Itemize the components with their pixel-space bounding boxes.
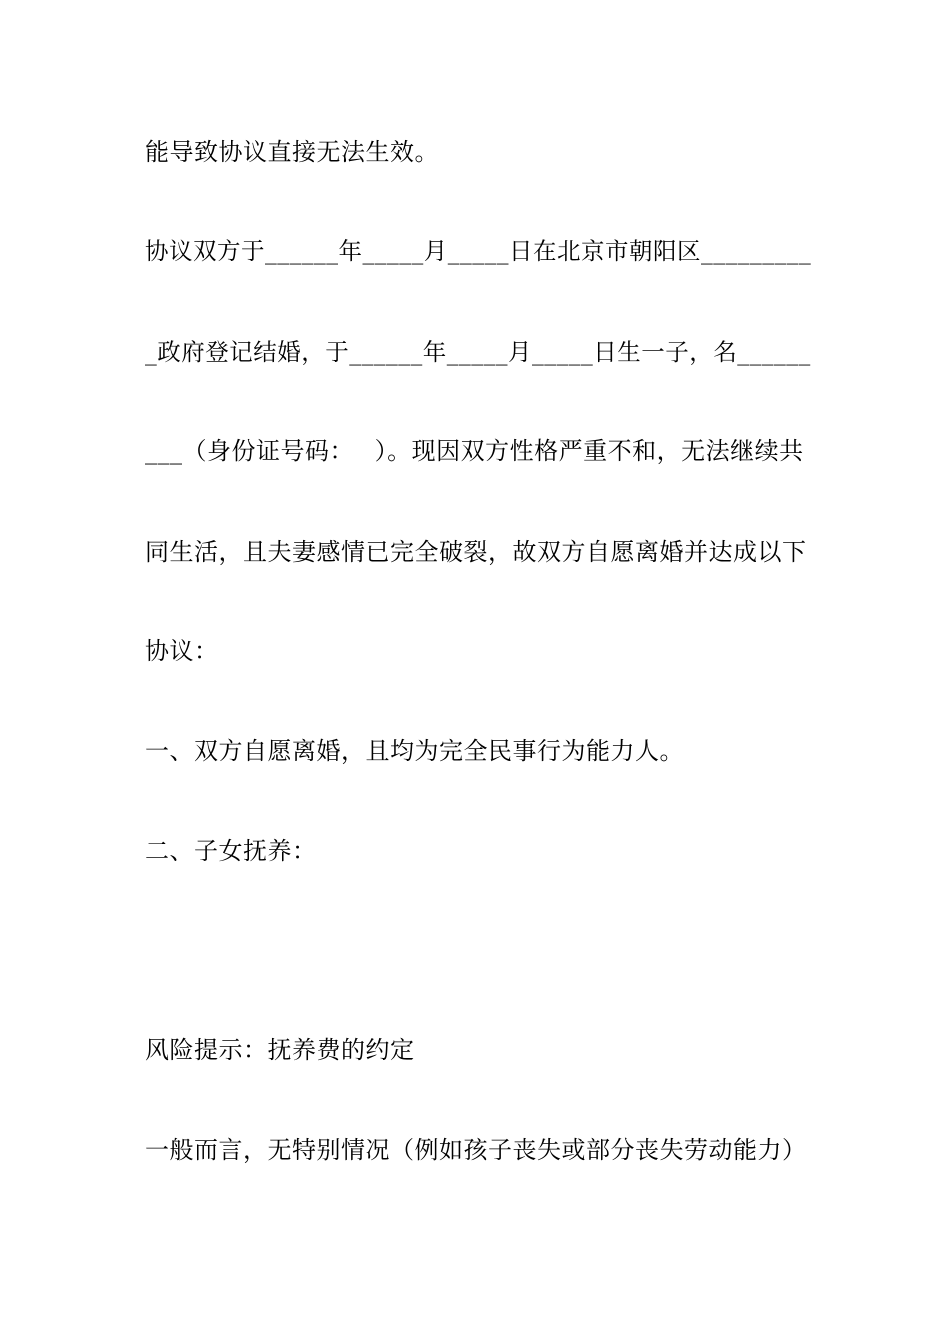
body-text-line: 同生活，且夫妻感情已完全破裂，故双方自愿离婚并达成以下 xyxy=(145,538,807,566)
body-text-line: _政府登记结婚，于______年_____月_____日生一子，名______ xyxy=(145,338,811,366)
body-text-line: ___（身份证号码： ）。现因双方性格严重不和，无法继续共 xyxy=(145,437,804,465)
body-text-line: 协议双方于______年_____月_____日在北京市朝阳区_________ xyxy=(145,237,812,265)
clause-heading: 二、子女抚养： xyxy=(145,837,317,865)
body-text-line: 协议： xyxy=(145,637,219,665)
body-text-line: 一般而言，无特别情况（例如孩子丧失或部分丧失劳动能力） xyxy=(145,1136,807,1164)
risk-tip-heading: 风险提示：抚养费的约定 xyxy=(145,1036,415,1064)
clause-heading: 一、双方自愿离婚，且均为完全民事行为能力人。 xyxy=(145,737,684,765)
body-text-line: 能导致协议直接无法生效。 xyxy=(145,138,439,166)
